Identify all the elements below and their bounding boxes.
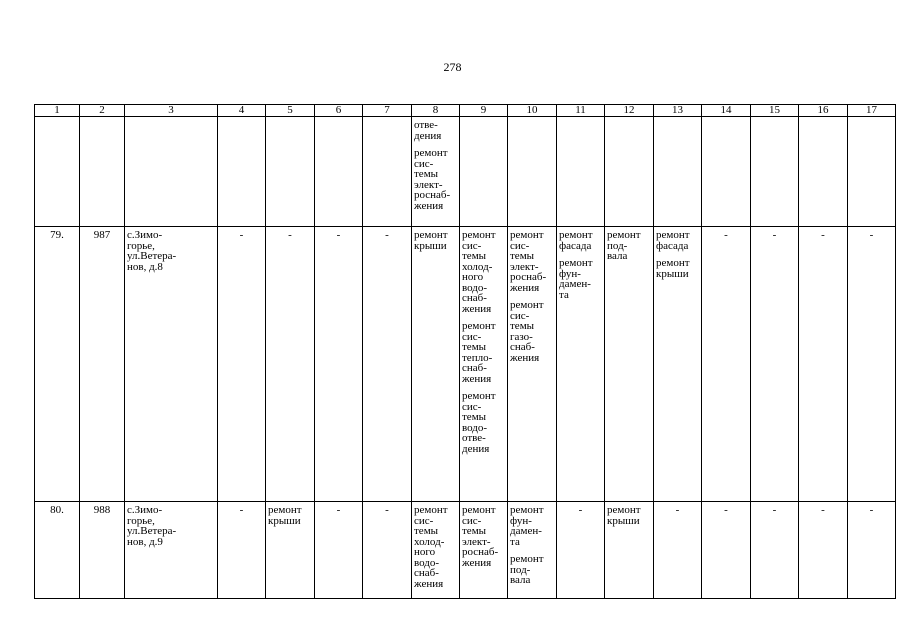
- text-line: темы: [510, 320, 535, 332]
- cell-works-col9: [460, 502, 508, 599]
- cell-empty-dash: -: [557, 502, 605, 599]
- text-line: жения: [510, 281, 540, 294]
- column-header: 3: [125, 105, 218, 117]
- cell-text-item: [510, 505, 554, 547]
- cell-empty-dash: -: [799, 502, 848, 599]
- text-line: снаб-: [510, 341, 535, 353]
- text-line: крыши: [268, 514, 301, 527]
- cell-empty-dash: -: [848, 502, 896, 599]
- text-line: вала: [510, 574, 531, 586]
- cell-works-col10: [508, 502, 557, 599]
- text-line: нов, д.9: [127, 535, 163, 548]
- cell-empty-dash: -: [654, 502, 702, 599]
- column-header: 8: [412, 105, 460, 117]
- cell-text-item: [607, 505, 651, 526]
- text-line: сис-: [462, 239, 482, 252]
- column-header: 1: [35, 105, 80, 117]
- text-line: темы: [462, 525, 487, 537]
- cell-works-col12: [605, 227, 654, 502]
- text-line: сис-: [414, 157, 434, 170]
- text-line: фун-: [559, 267, 581, 280]
- text-line: холод-: [462, 260, 493, 273]
- cell-empty-dash: -: [315, 502, 363, 599]
- column-header: 13: [654, 105, 702, 117]
- text-line: жения: [414, 199, 444, 212]
- cell-object-id: 987: [80, 227, 125, 502]
- cell-works-col13: [654, 227, 702, 502]
- text-line: водо-: [414, 556, 440, 569]
- text-line: отве-: [414, 119, 438, 131]
- cell-works-col11: [557, 227, 605, 502]
- text-line: ремонт: [510, 229, 544, 241]
- column-header: 12: [605, 105, 654, 117]
- text-line: темы: [414, 525, 439, 537]
- text-line: сис-: [510, 239, 530, 252]
- text-line: снаб-: [462, 362, 487, 374]
- text-line: ремонт: [559, 257, 593, 269]
- text-line: крыши: [607, 514, 640, 527]
- text-line: ремонт: [414, 147, 448, 159]
- column-header: 15: [751, 105, 799, 117]
- text-line: сис-: [462, 330, 482, 343]
- column-header: 10: [508, 105, 557, 117]
- cell-empty-dash: -: [363, 502, 412, 599]
- text-line: элект-: [510, 260, 539, 273]
- text-line: жения: [462, 372, 492, 385]
- cell-text-item: [127, 230, 215, 272]
- cell-text-item: [510, 554, 554, 586]
- text-line: нов, д.8: [127, 260, 163, 273]
- cell-object-id: 988: [80, 502, 125, 599]
- cell-text-item: [559, 230, 602, 251]
- text-line: ул.Ветера-: [127, 250, 177, 262]
- text-line: дамен-: [510, 525, 542, 537]
- cell-text-item: [462, 230, 505, 314]
- column-header: 7: [363, 105, 412, 117]
- text-line: ремонт: [510, 504, 544, 516]
- text-line: ремонт: [414, 504, 448, 516]
- cell-empty-dash: -: [751, 502, 799, 599]
- column-header: 14: [702, 105, 751, 117]
- cell-row-number: 80.: [35, 502, 80, 599]
- cell-text-item: [462, 391, 505, 454]
- cell-works-col8: [412, 227, 460, 502]
- cell-empty-dash: -: [266, 227, 315, 502]
- text-line: ремонт: [462, 390, 496, 402]
- text-line: жения: [462, 302, 492, 315]
- text-line: роснаб-: [510, 271, 547, 283]
- text-line: сис-: [462, 514, 482, 527]
- cell-address: [125, 227, 218, 502]
- cell-empty-dash: -: [218, 227, 266, 502]
- text-line: тепло-: [462, 351, 493, 364]
- cell-empty-dash: -: [799, 227, 848, 502]
- text-line: дения: [462, 442, 490, 455]
- text-line: жения: [414, 577, 444, 590]
- text-line: темы: [510, 250, 535, 262]
- text-line: темы: [462, 341, 487, 353]
- text-line: ремонт: [607, 229, 641, 241]
- text-line: с.Зимо-: [127, 229, 163, 241]
- cell-works-col8: [412, 502, 460, 599]
- cell-works-col10: [508, 227, 557, 502]
- text-line: ремонт: [462, 229, 496, 241]
- text-line: горье,: [127, 239, 155, 252]
- text-line: крыши: [656, 267, 689, 280]
- cell-text-item: [656, 258, 699, 279]
- text-line: водо-: [462, 281, 488, 294]
- text-line: та: [559, 288, 569, 301]
- text-line: ремонт: [462, 320, 496, 332]
- text-line: снаб-: [462, 292, 487, 304]
- cell-empty-dash: -: [218, 502, 266, 599]
- cell-empty-dash: -: [751, 227, 799, 502]
- column-header: 4: [218, 105, 266, 117]
- page-number: 278: [443, 60, 462, 74]
- cell-works-col8: [412, 117, 460, 227]
- text-line: фун-: [510, 514, 532, 527]
- text-line: ремонт: [559, 229, 593, 241]
- cell-text-item: [414, 120, 457, 141]
- text-line: роснаб-: [462, 546, 499, 558]
- text-line: фасада: [656, 239, 689, 252]
- text-line: ного: [462, 271, 484, 283]
- column-header: 6: [315, 105, 363, 117]
- text-line: ремонт: [510, 299, 544, 311]
- column-header: 11: [557, 105, 605, 117]
- text-line: сис-: [510, 309, 530, 322]
- cell-text-item: [462, 321, 505, 384]
- cell-text-item: [414, 148, 457, 211]
- text-line: жения: [462, 556, 492, 569]
- text-line: элект-: [414, 178, 443, 191]
- cell-text-item: [510, 230, 554, 293]
- text-line: ного: [414, 546, 436, 558]
- cell-text-item: [414, 230, 457, 251]
- text-line: элект-: [462, 535, 491, 548]
- text-line: сис-: [462, 400, 482, 413]
- cell-text-item: [510, 300, 554, 363]
- cell-text-item: [127, 505, 215, 547]
- cell-row-number: 79.: [35, 227, 80, 502]
- text-line: вала: [607, 250, 628, 262]
- cell-address: [125, 502, 218, 599]
- table-row-continuation: [35, 117, 896, 227]
- text-line: ремонт: [656, 257, 690, 269]
- text-line: под-: [510, 563, 531, 576]
- cell-empty-dash: -: [702, 227, 751, 502]
- table-row-80: [35, 502, 896, 599]
- column-header: 9: [460, 105, 508, 117]
- column-header: 5: [266, 105, 315, 117]
- text-line: ремонт: [268, 504, 302, 516]
- text-line: газо-: [510, 330, 533, 343]
- cell-text-item: [656, 230, 699, 251]
- cell-text-item: [607, 230, 651, 262]
- text-line: под-: [607, 239, 628, 252]
- column-header: 17: [848, 105, 896, 117]
- cell-empty-dash: -: [702, 502, 751, 599]
- text-line: ремонт: [510, 553, 544, 565]
- cell-works-col5: [266, 502, 315, 599]
- table-row-79: [35, 227, 896, 502]
- text-line: жения: [510, 351, 540, 364]
- cell-text-item: [268, 505, 312, 526]
- text-line: темы: [414, 168, 439, 180]
- text-line: с.Зимо-: [127, 504, 163, 516]
- text-line: холод-: [414, 535, 445, 548]
- text-line: горье,: [127, 514, 155, 527]
- text-line: снаб-: [414, 567, 439, 579]
- text-line: ул.Ветера-: [127, 525, 177, 537]
- cell-works-col12: [605, 502, 654, 599]
- text-line: ремонт: [462, 504, 496, 516]
- text-line: темы: [462, 250, 487, 262]
- column-header: 16: [799, 105, 848, 117]
- text-line: ремонт: [607, 504, 641, 516]
- cell-works-col9: [460, 227, 508, 502]
- column-header: 2: [80, 105, 125, 117]
- text-line: ремонт: [656, 229, 690, 241]
- header-row: [35, 105, 896, 117]
- repair-schedule-table: [34, 104, 896, 599]
- cell-text-item: [462, 505, 505, 568]
- text-line: крыши: [414, 239, 447, 252]
- text-line: дения: [414, 129, 442, 142]
- text-line: ремонт: [414, 229, 448, 241]
- text-line: фасада: [559, 239, 592, 252]
- cell-empty-dash: -: [315, 227, 363, 502]
- cell-empty-dash: -: [848, 227, 896, 502]
- text-line: та: [510, 535, 520, 548]
- text-line: темы: [462, 411, 487, 423]
- text-line: дамен-: [559, 278, 591, 290]
- text-line: роснаб-: [414, 189, 451, 201]
- text-line: водо-: [462, 421, 488, 434]
- text-line: отве-: [462, 432, 486, 444]
- text-line: сис-: [414, 514, 434, 527]
- cell-text-item: [559, 258, 602, 300]
- cell-text-item: [414, 505, 457, 589]
- cell-empty-dash: -: [363, 227, 412, 502]
